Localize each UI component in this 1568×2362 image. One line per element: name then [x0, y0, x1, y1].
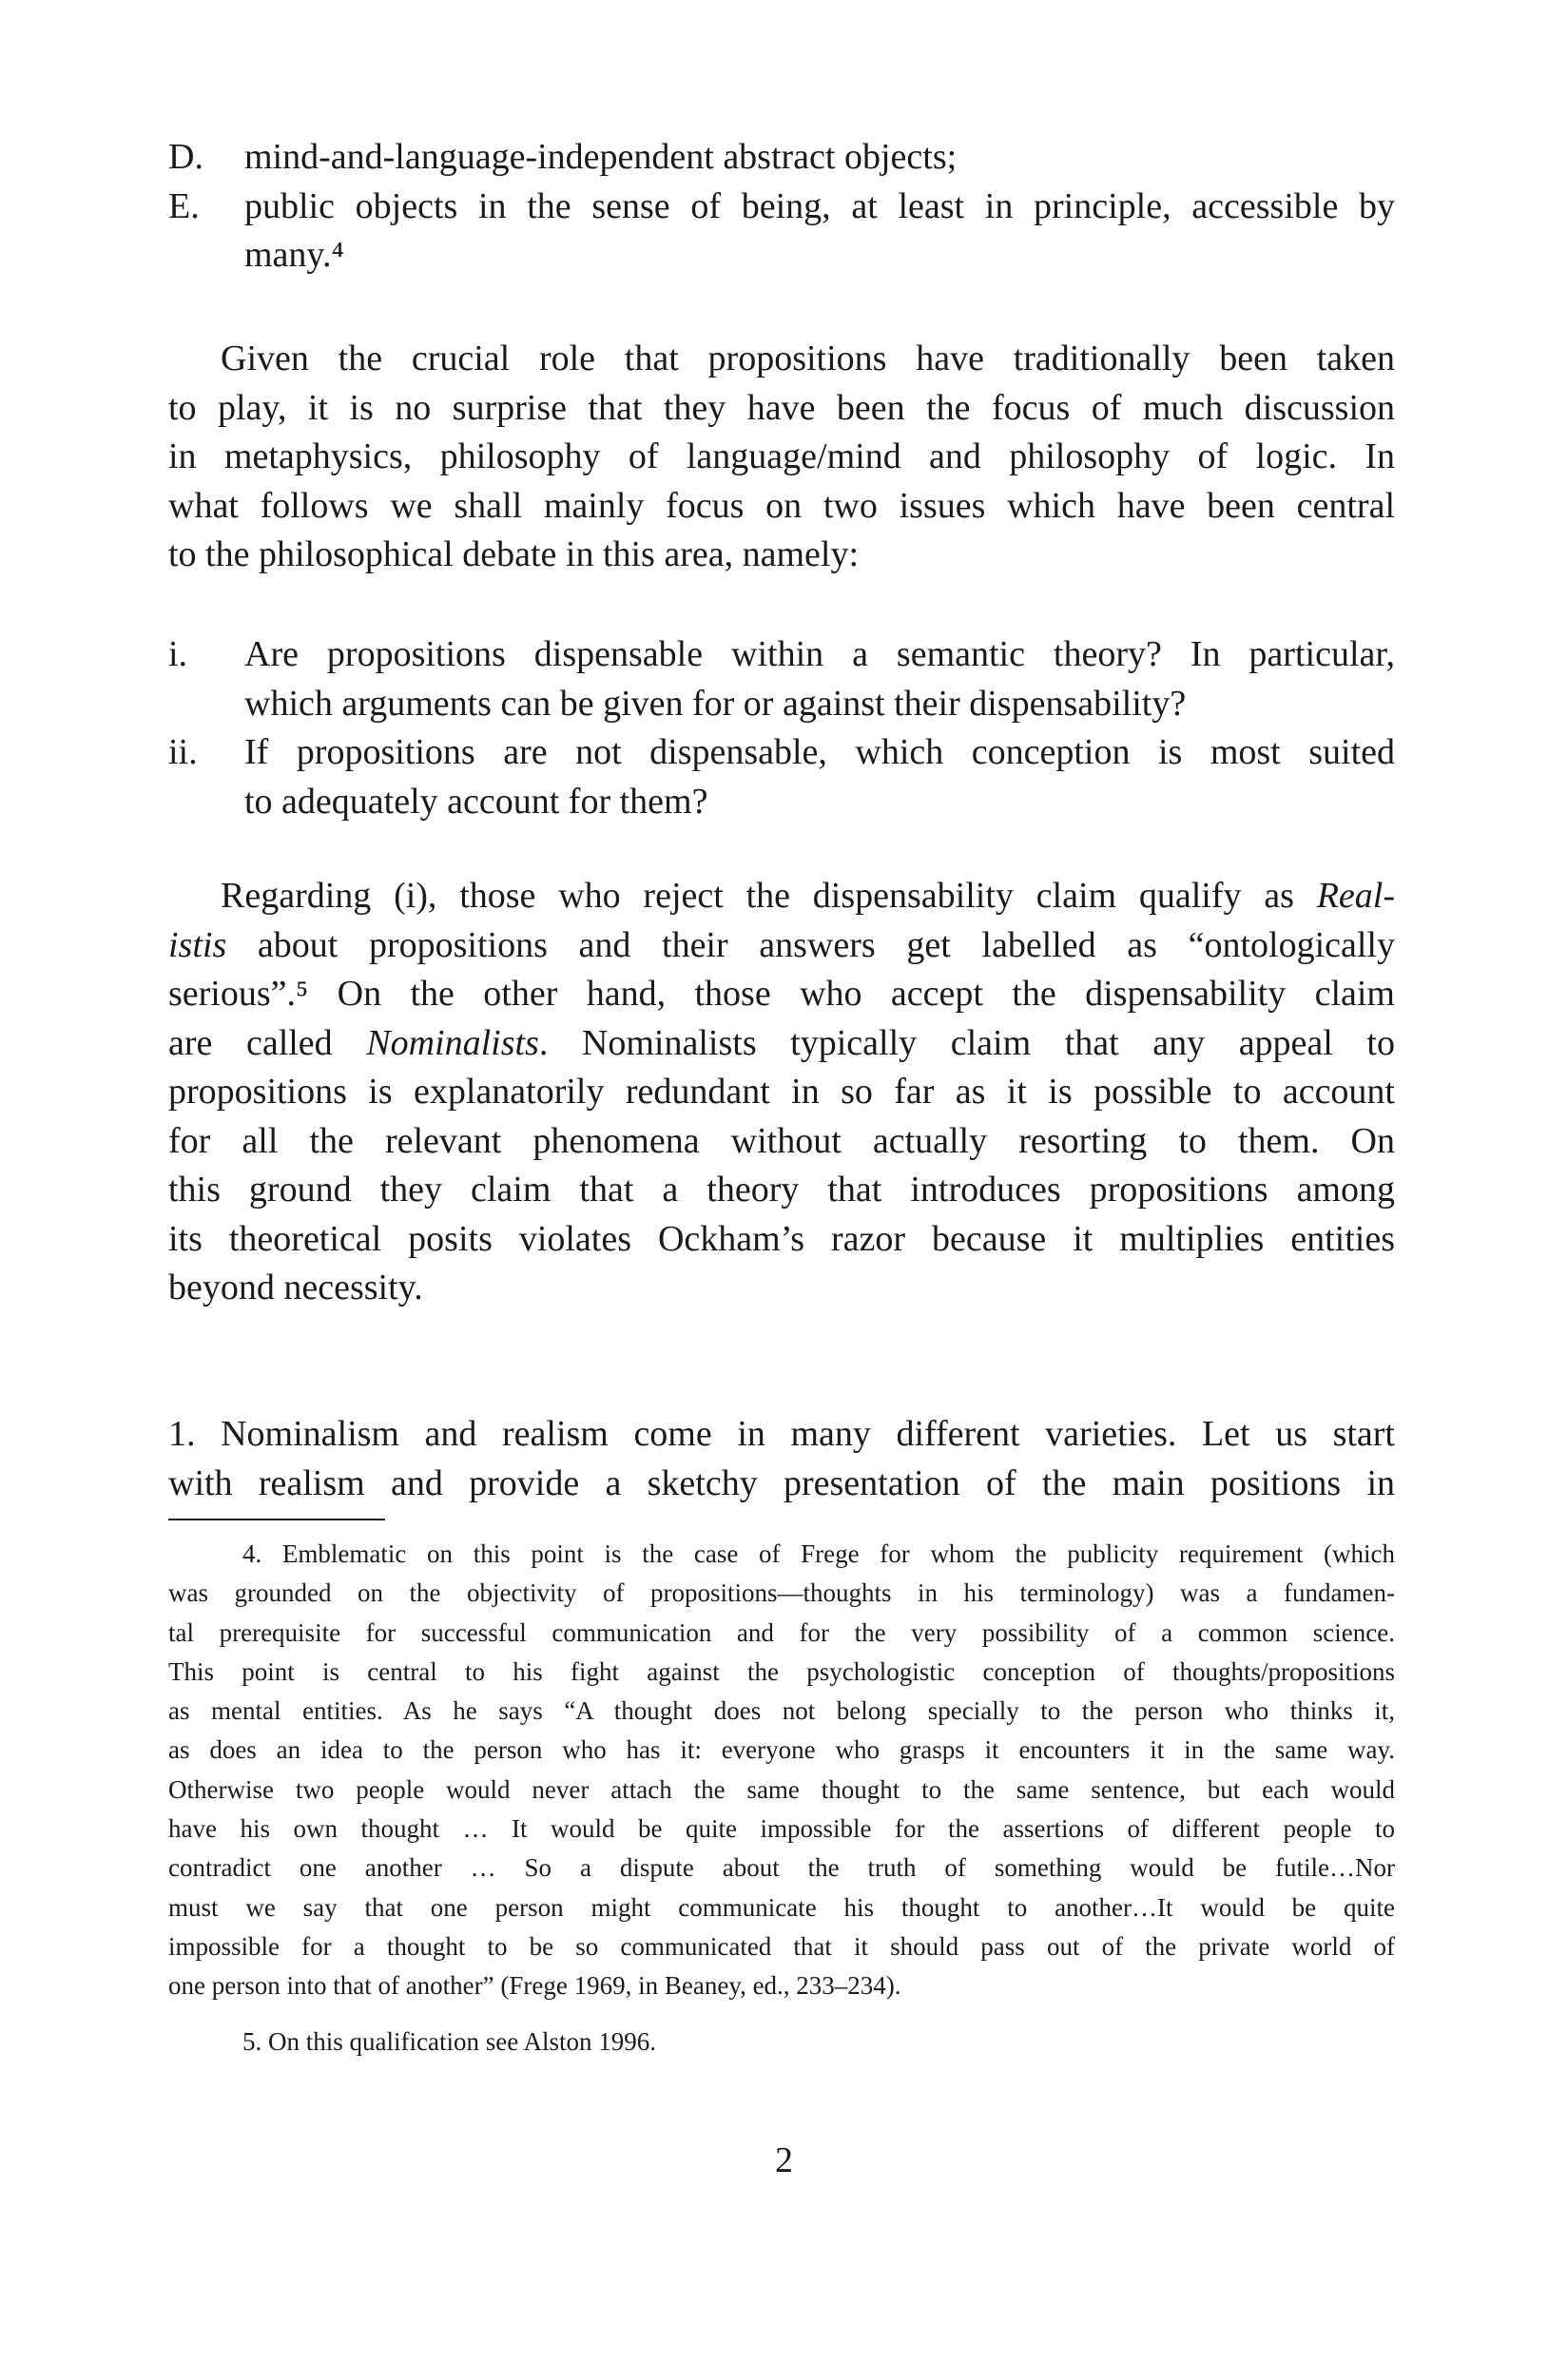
text-line: Are propositions dispensable within a semantic theory? In particular,: [244, 634, 1395, 674]
text-line: many.⁴: [244, 235, 344, 275]
paragraph-3: [168, 1410, 1395, 1508]
text-line: to adequately account for them?: [244, 781, 708, 822]
list-item: [168, 183, 1395, 281]
text-line: as mental entities. As he says “A thought does not belong specially to the person who thinks it,: [168, 1696, 1395, 1726]
text-line: [168, 872, 1395, 921]
list-item-label: ii.: [168, 732, 198, 772]
text-line: with realism and provide a sketchy presentation of the main positions in: [168, 1462, 1395, 1503]
text-line: this ground they claim that a theory that introduces propositions among: [168, 1170, 1395, 1210]
text-line: [168, 1019, 1395, 1069]
text-line: impossible for a thought to be so communicated that it should pass out of the private world of: [168, 1931, 1395, 1961]
text-line: propositions is explanatorily redundant in so far as it is possible to account: [168, 1072, 1395, 1112]
text-line: what follows we shall mainly focus on two issues which have been central: [168, 485, 1395, 526]
list-issues: [168, 630, 1395, 826]
text-segment: Regarding (i), those who reject the dispensability claim qualify as: [221, 876, 1317, 916]
text-line: mind-and-language-independent abstract objects;: [244, 137, 958, 177]
text-segment: are called: [168, 1022, 367, 1063]
text-line: serious”.⁵ On the other hand, those who accept the dispensability claim: [168, 974, 1395, 1014]
text-line: as does an idea to the person who has it: everyone who grasps it encounters it in the same way.: [168, 1735, 1395, 1765]
text-line: 1. Nominalism and realism come in many different varieties. Let us start: [168, 1414, 1395, 1454]
text-line: This point is central to his fight against the psychologistic conception of thoughts/propositions: [168, 1656, 1395, 1686]
text-line: tal prerequisite for successful communication and for the very possibility of a common science.: [168, 1617, 1395, 1647]
text-line: contradict one another … So a dispute about the truth of something would be futile…Nor: [168, 1853, 1395, 1883]
text-line: to the philosophical debate in this area, namely:: [168, 534, 860, 574]
text-line: to play, it is no surprise that they have been the focus of much discussion: [168, 387, 1395, 428]
text-line: public objects in the sense of being, at least in principle, accessible by: [244, 185, 1395, 226]
text-line: one person into that of another” (Frege 1969, in Beaney, ed., 233–234).: [168, 1971, 901, 2001]
text-line: If propositions are not dispensable, which conception is most suited: [244, 732, 1395, 772]
text-line: Given the crucial role that propositions have traditionally been taken: [221, 339, 1395, 378]
text-line: [168, 921, 1395, 971]
list-item-label: E.: [168, 185, 200, 226]
text-line: beyond necessity.: [168, 1268, 423, 1307]
text-line: have his own thought … It would be quite impossible for the assertions of different people to: [168, 1814, 1395, 1844]
text-line: in metaphysics, philosophy of language/mind and philosophy of logic. In: [168, 436, 1395, 476]
footnote-divider: [168, 1519, 385, 1520]
text-line: was grounded on the objectivity of propositions—thoughts in his terminology) was a fundamen-: [168, 1578, 1395, 1608]
text-line: its theoretical posits violates Ockham’s razor because it multiplies entities: [168, 1218, 1395, 1259]
text-segment: about propositions and their answers get labelled as “ontologically: [226, 924, 1395, 965]
list-item-label: D.: [168, 137, 203, 177]
text-line: for all the relevant phenomena without actually resorting to them. On: [168, 1120, 1395, 1161]
text-line: Otherwise two people would never attach the same thought to the same sentence, but each would: [168, 1774, 1395, 1804]
list-item: [168, 728, 1395, 826]
text-line: which arguments can be given for or against their dispensability?: [244, 683, 1187, 724]
paragraph-2: [168, 872, 1395, 1313]
list-item: [168, 133, 1395, 183]
list-item-label: i.: [168, 634, 188, 674]
footnote-4: [168, 1535, 1395, 2006]
text-line: 4. Emblematic on this point is the case of Frege for whom the publicity requirement (which: [242, 1539, 1395, 1568]
paragraph-1: [168, 335, 1395, 580]
text-line: 5. On this qualification see Alston 1996.: [242, 2027, 656, 2056]
text-segment: . Nominalists typically claim that any appeal to: [538, 1022, 1395, 1063]
list-item: [168, 630, 1395, 728]
footnote-5: [168, 2023, 1395, 2062]
italic-term: Real-: [1316, 876, 1395, 916]
italic-term: Nominalists: [366, 1022, 539, 1063]
page-number: 2: [775, 2140, 793, 2180]
italic-term: istis: [168, 924, 227, 965]
list-abstract: [168, 133, 1395, 281]
text-line: must we say that one person might communicate his thought to another…It would be quite: [168, 1892, 1395, 1922]
